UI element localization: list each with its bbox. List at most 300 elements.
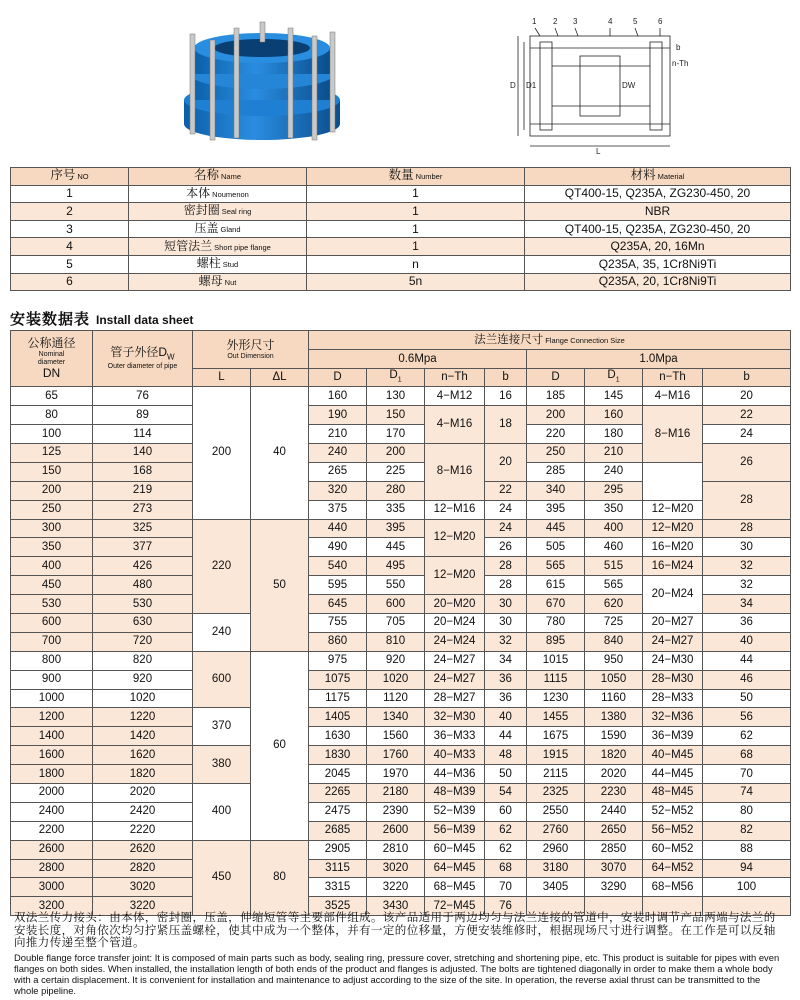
table-cell: 1200 — [11, 708, 93, 727]
description-en: Double flange force transfer joint: It is composed of main parts such as body, sealing ring, pressure cover, stretching and shortening pipe, etc. This product is suitable for pipes with even flanges on both sides. When installed, the installation length of both ends of the product and flanges is adjusted. The bolts are tightened diagonally in order to make them a whole body with a certain displacement. It is convenient for installation and maintenance to adjust according to the size of the site. In operation, the reverse axial thrust can be transmitted to the whole pipeline. — [14, 952, 780, 996]
table-cell: 480 — [93, 576, 193, 595]
table-cell — [643, 462, 703, 500]
table-cell: 24 — [485, 519, 527, 538]
table-cell: 2960 — [527, 840, 585, 859]
table-cell: 36 — [485, 689, 527, 708]
table-cell: 2390 — [367, 802, 425, 821]
table-cell: 595 — [309, 576, 367, 595]
table-cell: 2850 — [585, 840, 643, 859]
table-cell: 72−M45 — [425, 897, 485, 916]
table-cell: 325 — [93, 519, 193, 538]
table-cell: 36−M39 — [643, 727, 703, 746]
table-cell: 495 — [367, 557, 425, 576]
header-row: L ΔL D $D_1$ n−Th b D $D_1$ n−Th b — [11, 369, 791, 387]
table-cell: 600 — [11, 613, 93, 632]
table-cell: 24−M24 — [425, 632, 485, 651]
header-row — [11, 331, 791, 350]
dim-d1: D1 — [526, 81, 537, 90]
table-cell: 920 — [367, 651, 425, 670]
table-cell: 350 — [11, 538, 93, 557]
table-cell: 36 — [703, 613, 791, 632]
table-cell: 2550 — [527, 802, 585, 821]
table-row — [11, 462, 791, 481]
table-cell: 44−M45 — [643, 765, 703, 784]
table-cell: 12−M20 — [643, 500, 703, 519]
table-cell: 400 — [585, 519, 643, 538]
table-cell: 1970 — [367, 765, 425, 784]
table-cell: 540 — [309, 557, 367, 576]
table-cell: 1630 — [309, 727, 367, 746]
table-cell: 46 — [703, 670, 791, 689]
table-cell: 1120 — [367, 689, 425, 708]
table-cell: 4−M12 — [425, 387, 485, 406]
table-cell: 645 — [309, 595, 367, 614]
table-cell: 219 — [93, 481, 193, 500]
table-cell: 20−M24 — [643, 576, 703, 614]
table-cell: 280 — [367, 481, 425, 500]
callout-2: 2 — [553, 17, 558, 26]
table-cell: 3220 — [367, 878, 425, 897]
table-cell: 76 — [485, 897, 527, 916]
table-cell: 800 — [11, 651, 93, 670]
table-cell: 2420 — [93, 802, 193, 821]
table-cell: 377 — [93, 538, 193, 557]
parts-header-row: 序号 NO 名称 Name 数量 Number 材料 Material — [11, 168, 791, 186]
table-cell: 400 — [193, 784, 251, 841]
table-cell: 54 — [485, 784, 527, 803]
parts-table — [10, 167, 791, 291]
table-cell: 2115 — [527, 765, 585, 784]
table-cell: 89 — [93, 406, 193, 425]
table-cell: 210 — [309, 425, 367, 444]
table-cell: 28−M33 — [643, 689, 703, 708]
table-cell: 24 — [703, 425, 791, 444]
table-cell: 3315 — [309, 878, 367, 897]
table-cell: 56−M52 — [643, 821, 703, 840]
table-cell: 370 — [193, 708, 251, 746]
table-cell: 150 — [11, 462, 93, 481]
table-cell: 16−M20 — [643, 538, 703, 557]
table-cell: 2000 — [11, 784, 93, 803]
description-cn: 双法兰传力接头：由本体，密封圈，压盖，伸缩短管等主要部件组成。该产品适用于两边均匀与法兰连接的管道中，安装时调节产品两端与法兰的安装长度，对角依次均匀拧紧压盖螺栓，使其中成为一个整体，并有一定的位移量，方便安装维修时，根据现场尺寸进行调整。在工作是可以反轴向推力传递至整个管道。 — [14, 912, 776, 949]
table-cell: 2440 — [585, 802, 643, 821]
install-title: 安装数据表 Install data sheet — [10, 311, 194, 328]
table-cell: 36−M33 — [425, 727, 485, 746]
table-cell: 28 — [703, 481, 791, 519]
install-data-table — [10, 330, 791, 916]
product-photo — [170, 12, 355, 152]
table-cell: 168 — [93, 462, 193, 481]
table-cell: 285 — [527, 462, 585, 481]
table-cell: 76 — [93, 387, 193, 406]
table-cell: 24−M27 — [643, 632, 703, 651]
table-cell: 530 — [93, 595, 193, 614]
table-cell: 300 — [11, 519, 93, 538]
table-cell: 26 — [485, 538, 527, 557]
table-cell: 68 — [703, 746, 791, 765]
table-cell: 1220 — [93, 708, 193, 727]
table-cell: 60−M45 — [425, 840, 485, 859]
header-figures — [0, 0, 800, 165]
table-cell: 515 — [585, 557, 643, 576]
table-cell: 40 — [703, 632, 791, 651]
table-cell: 2810 — [367, 840, 425, 859]
table-cell: 600 — [193, 651, 251, 708]
table-cell: 32 — [485, 632, 527, 651]
table-cell: 130 — [367, 387, 425, 406]
table-cell: 28−M27 — [425, 689, 485, 708]
dim-nth: n-Th — [672, 59, 689, 68]
table-cell: 200 — [367, 443, 425, 462]
table-row — [11, 878, 791, 897]
table-cell: 4−M16 — [425, 406, 485, 444]
table-cell: 12−M16 — [425, 500, 485, 519]
table-cell: 975 — [309, 651, 367, 670]
table-cell: 2230 — [585, 784, 643, 803]
table-cell: 1800 — [11, 765, 93, 784]
table-cell: 114 — [93, 425, 193, 444]
table-cell: 550 — [367, 576, 425, 595]
table-cell: 30 — [485, 595, 527, 614]
table-row: 4 短管法兰 Short pipe flange 1 Q235A, 20, 16Mn — [11, 238, 791, 256]
table-cell: 1050 — [585, 670, 643, 689]
table-cell: 810 — [367, 632, 425, 651]
table-cell: 1455 — [527, 708, 585, 727]
table-cell: 36 — [485, 670, 527, 689]
table-cell: 22 — [703, 406, 791, 425]
table-cell: 3115 — [309, 859, 367, 878]
table-cell: 920 — [93, 670, 193, 689]
table-row: 5 螺柱 Stud n Q235A, 35, 1Cr8Ni9Ti — [11, 255, 791, 273]
table-cell: 24 — [485, 500, 527, 519]
callout-4: 4 — [608, 17, 613, 26]
dim-dw: DW — [622, 81, 636, 90]
table-cell: 700 — [11, 632, 93, 651]
table-row — [11, 746, 791, 765]
table-cell: 50 — [251, 519, 309, 651]
table-cell: 32−M30 — [425, 708, 485, 727]
table-cell: 565 — [527, 557, 585, 576]
table-cell: 450 — [11, 576, 93, 595]
table-cell: 82 — [703, 821, 791, 840]
table-cell: 12−M20 — [643, 519, 703, 538]
table-cell: 64−M45 — [425, 859, 485, 878]
table-row — [11, 802, 791, 821]
table-cell: 225 — [367, 462, 425, 481]
table-cell: 240 — [585, 462, 643, 481]
table-cell: 180 — [585, 425, 643, 444]
table-cell: 80 — [703, 802, 791, 821]
table-cell: 725 — [585, 613, 643, 632]
table-cell: 900 — [11, 670, 93, 689]
table-row — [11, 689, 791, 708]
table-row — [11, 765, 791, 784]
table-cell: 2325 — [527, 784, 585, 803]
table-cell: 140 — [93, 443, 193, 462]
callout-6: 6 — [658, 17, 663, 26]
callout-1: 1 — [532, 17, 537, 26]
table-cell: 185 — [527, 387, 585, 406]
table-cell: 1420 — [93, 727, 193, 746]
table-cell: 615 — [527, 576, 585, 595]
table-cell: 2020 — [585, 765, 643, 784]
table-cell: 860 — [309, 632, 367, 651]
table-cell: 1075 — [309, 670, 367, 689]
table-cell: 50 — [703, 689, 791, 708]
table-cell: 1160 — [585, 689, 643, 708]
table-cell: 220 — [193, 519, 251, 613]
table-cell: 2600 — [11, 840, 93, 859]
table-cell: 2200 — [11, 821, 93, 840]
table-cell: 170 — [367, 425, 425, 444]
table-cell: 1405 — [309, 708, 367, 727]
table-cell: 3290 — [585, 878, 643, 897]
table-cell: 52−M39 — [425, 802, 485, 821]
table-row — [11, 727, 791, 746]
table-cell: 8−M16 — [643, 406, 703, 463]
table-cell: 440 — [309, 519, 367, 538]
table-cell: 445 — [527, 519, 585, 538]
section-drawing — [500, 6, 690, 156]
table-cell: 340 — [527, 481, 585, 500]
table-cell: 445 — [367, 538, 425, 557]
table-cell: 1175 — [309, 689, 367, 708]
table-cell: 100 — [703, 878, 791, 897]
table-cell: 60−M52 — [643, 840, 703, 859]
table-cell: 20−M27 — [643, 613, 703, 632]
table-cell: 630 — [93, 613, 193, 632]
table-cell: 68−M45 — [425, 878, 485, 897]
table-cell: 200 — [193, 387, 251, 519]
table-cell: 44−M36 — [425, 765, 485, 784]
table-cell: 150 — [367, 406, 425, 425]
table-cell: 755 — [309, 613, 367, 632]
table-cell: 840 — [585, 632, 643, 651]
table-cell: 2905 — [309, 840, 367, 859]
table-cell: 1915 — [527, 746, 585, 765]
table-cell: 2600 — [367, 821, 425, 840]
table-cell: 2620 — [93, 840, 193, 859]
table-cell: 48−M45 — [643, 784, 703, 803]
table-cell: 565 — [585, 576, 643, 595]
table-row — [11, 500, 791, 519]
table-cell: 1820 — [93, 765, 193, 784]
table-cell: 34 — [703, 595, 791, 614]
table-cell: 720 — [93, 632, 193, 651]
table-cell: 350 — [585, 500, 643, 519]
table-cell: 16 — [485, 387, 527, 406]
dim-l: L — [596, 147, 601, 156]
table-cell: 530 — [11, 595, 93, 614]
table-cell: 505 — [527, 538, 585, 557]
table-cell: 490 — [309, 538, 367, 557]
table-cell: 400 — [11, 557, 93, 576]
table-row — [11, 632, 791, 651]
table-cell: 34 — [485, 651, 527, 670]
table-cell: 44 — [703, 651, 791, 670]
table-row — [11, 576, 791, 595]
table-cell: 3430 — [367, 897, 425, 916]
table-cell: 1340 — [367, 708, 425, 727]
callout-5: 5 — [633, 17, 638, 26]
table-row — [11, 613, 791, 632]
table-cell: 265 — [309, 462, 367, 481]
table-cell: 2650 — [585, 821, 643, 840]
table-cell: 16−M24 — [643, 557, 703, 576]
table-cell: 2265 — [309, 784, 367, 803]
table-cell: 2180 — [367, 784, 425, 803]
table-cell: 1675 — [527, 727, 585, 746]
table-cell: 1760 — [367, 746, 425, 765]
table-cell: 18 — [485, 406, 527, 444]
table-cell: 1830 — [309, 746, 367, 765]
table-cell: 250 — [527, 443, 585, 462]
table-row: 1 本体 Noumenon 1 QT400-15, Q235A, ZG230-450, 20 — [11, 185, 791, 203]
table-cell: 1400 — [11, 727, 93, 746]
table-cell: 220 — [527, 425, 585, 444]
table-cell: 426 — [93, 557, 193, 576]
table-cell: 24−M27 — [425, 670, 485, 689]
table-cell: 56 — [703, 708, 791, 727]
table-cell: 2220 — [93, 821, 193, 840]
table-cell: 44 — [485, 727, 527, 746]
table-cell: 3405 — [527, 878, 585, 897]
table-cell: 40 — [251, 387, 309, 519]
table-cell: 2800 — [11, 859, 93, 878]
table-cell: 273 — [93, 500, 193, 519]
table-row — [11, 821, 791, 840]
table-cell: 20 — [485, 443, 527, 481]
table-cell: 30 — [485, 613, 527, 632]
table-row — [11, 708, 791, 727]
table-cell: 88 — [703, 840, 791, 859]
table-cell: 20 — [703, 387, 791, 406]
table-cell: 950 — [585, 651, 643, 670]
table-cell: 3000 — [11, 878, 93, 897]
table-cell: 320 — [309, 481, 367, 500]
table-cell: 380 — [193, 746, 251, 784]
table-cell: 1115 — [527, 670, 585, 689]
table-cell: 1015 — [527, 651, 585, 670]
table-cell: 12−M20 — [425, 519, 485, 557]
table-cell: 145 — [585, 387, 643, 406]
header-flange: 法兰连接尺寸 Flange Connection Size — [309, 331, 791, 350]
dim-d: D — [510, 81, 516, 90]
table-cell: 56−M39 — [425, 821, 485, 840]
table-cell: 240 — [193, 613, 251, 651]
header-dw: 管子外径$D_W$ Outer diameter of pipe — [93, 331, 193, 387]
table-cell: 240 — [309, 443, 367, 462]
table-cell: 1230 — [527, 689, 585, 708]
table-row — [11, 784, 791, 803]
table-cell: 250 — [11, 500, 93, 519]
table-cell: 40−M45 — [643, 746, 703, 765]
table-cell: 190 — [309, 406, 367, 425]
table-cell: 28 — [485, 557, 527, 576]
table-cell: 125 — [11, 443, 93, 462]
table-row — [11, 859, 791, 878]
table-cell: 74 — [703, 784, 791, 803]
table-cell: 30 — [703, 538, 791, 557]
table-cell: 3020 — [367, 859, 425, 878]
table-cell: 62 — [703, 727, 791, 746]
table-cell: 70 — [703, 765, 791, 784]
table-row: 3 压盖 Gland 1 QT400-15, Q235A, ZG230-450, 20 — [11, 220, 791, 238]
table-cell: 395 — [527, 500, 585, 519]
table-cell: 1020 — [367, 670, 425, 689]
table-cell: 450 — [193, 840, 251, 916]
table-cell: 2020 — [93, 784, 193, 803]
table-cell: 3180 — [527, 859, 585, 878]
table-cell: 620 — [585, 595, 643, 614]
table-cell: 68−M56 — [643, 878, 703, 897]
table-cell: 40−M33 — [425, 746, 485, 765]
table-cell: 32 — [703, 557, 791, 576]
table-row — [11, 538, 791, 557]
table-cell: 2045 — [309, 765, 367, 784]
table-row — [11, 519, 791, 538]
table-cell: 3200 — [11, 897, 93, 916]
table-cell: 28 — [703, 519, 791, 538]
table-row — [11, 840, 791, 859]
table-cell: 1020 — [93, 689, 193, 708]
table-cell: 60 — [485, 802, 527, 821]
table-cell: 1380 — [585, 708, 643, 727]
table-cell: 2475 — [309, 802, 367, 821]
table-cell: 8−M16 — [425, 443, 485, 500]
table-row — [11, 651, 791, 670]
table-cell: 780 — [527, 613, 585, 632]
table-cell: 20−M24 — [425, 613, 485, 632]
table-cell: 1560 — [367, 727, 425, 746]
table-cell: 200 — [11, 481, 93, 500]
table-row — [11, 670, 791, 689]
table-cell: 48−M39 — [425, 784, 485, 803]
table-cell: 705 — [367, 613, 425, 632]
dim-b: b — [676, 43, 681, 52]
table-cell: 62 — [485, 821, 527, 840]
table-cell: 24−M27 — [425, 651, 485, 670]
table-cell: 2820 — [93, 859, 193, 878]
table-cell: 40 — [485, 708, 527, 727]
table-cell: 62 — [485, 840, 527, 859]
table-cell: 94 — [703, 859, 791, 878]
table-cell: 460 — [585, 538, 643, 557]
table-cell: 4−M16 — [643, 387, 703, 406]
callout-3: 3 — [573, 17, 578, 26]
table-cell: 70 — [485, 878, 527, 897]
table-cell: 820 — [93, 651, 193, 670]
table-cell: 22 — [485, 481, 527, 500]
table-cell: 68 — [485, 859, 527, 878]
table-cell: 32 — [703, 576, 791, 595]
header-p06: 0.6Mpa — [309, 350, 527, 369]
table-cell: 12−M20 — [425, 557, 485, 595]
table-cell: 210 — [585, 443, 643, 462]
table-cell: 100 — [11, 425, 93, 444]
table-cell: 395 — [367, 519, 425, 538]
table-cell: 26 — [703, 443, 791, 481]
table-cell: 1820 — [585, 746, 643, 765]
table-cell: 200 — [527, 406, 585, 425]
table-cell: 50 — [485, 765, 527, 784]
table-cell: 2760 — [527, 821, 585, 840]
table-cell: 3020 — [93, 878, 193, 897]
table-cell: 80 — [251, 840, 309, 916]
table-cell: 2400 — [11, 802, 93, 821]
table-cell: 1620 — [93, 746, 193, 765]
table-cell: 52−M52 — [643, 802, 703, 821]
